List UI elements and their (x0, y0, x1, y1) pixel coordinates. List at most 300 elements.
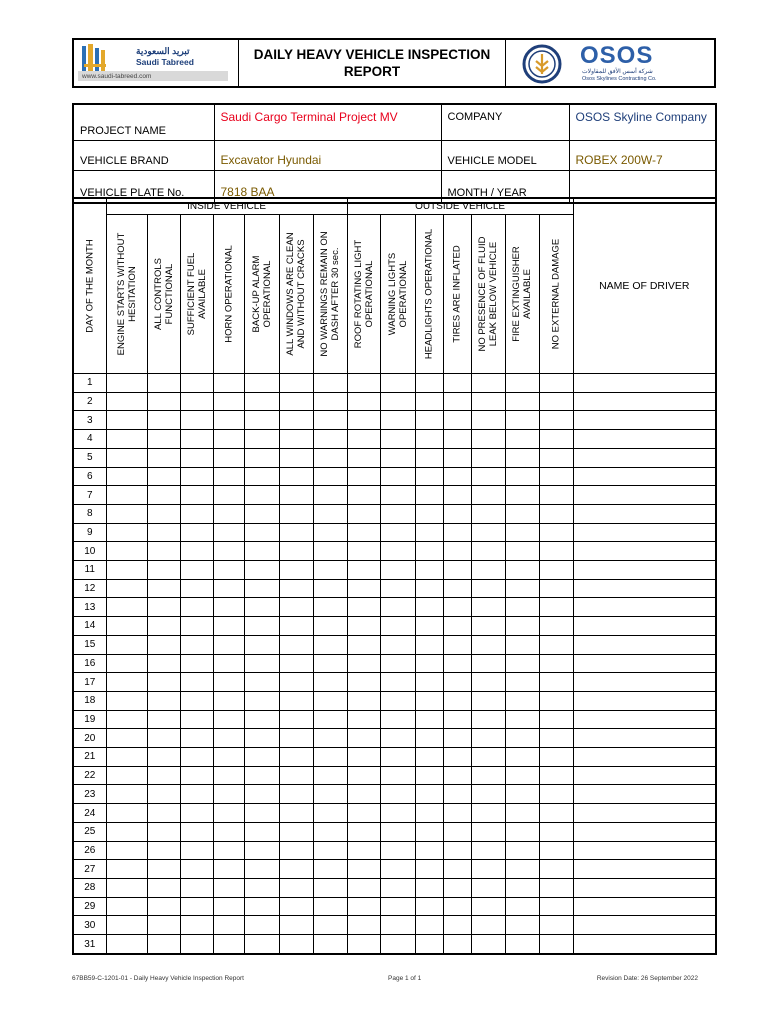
driver-name-cell[interactable] (573, 467, 716, 486)
driver-name-cell[interactable] (573, 673, 716, 692)
driver-name-cell[interactable] (573, 617, 716, 636)
check-cell[interactable] (313, 804, 347, 823)
check-cell[interactable] (505, 673, 539, 692)
driver-name-cell[interactable] (573, 392, 716, 411)
check-cell[interactable] (539, 841, 573, 860)
check-cell[interactable] (213, 504, 244, 523)
check-cell[interactable] (213, 766, 244, 785)
driver-name-cell[interactable] (573, 374, 716, 393)
check-cell[interactable] (180, 504, 213, 523)
check-cell[interactable] (106, 374, 147, 393)
check-cell[interactable] (443, 542, 471, 561)
check-cell[interactable] (180, 860, 213, 879)
check-cell[interactable] (106, 766, 147, 785)
check-cell[interactable] (106, 748, 147, 767)
check-cell[interactable] (415, 878, 443, 897)
check-cell[interactable] (347, 878, 380, 897)
check-cell[interactable] (279, 598, 313, 617)
check-cell[interactable] (180, 691, 213, 710)
check-cell[interactable] (213, 579, 244, 598)
check-cell[interactable] (180, 392, 213, 411)
check-cell[interactable] (213, 635, 244, 654)
check-cell[interactable] (147, 916, 180, 935)
check-cell[interactable] (279, 635, 313, 654)
check-cell[interactable] (279, 878, 313, 897)
check-cell[interactable] (539, 542, 573, 561)
check-cell[interactable] (106, 916, 147, 935)
check-cell[interactable] (313, 691, 347, 710)
check-cell[interactable] (539, 392, 573, 411)
check-cell[interactable] (505, 430, 539, 449)
check-cell[interactable] (180, 841, 213, 860)
check-cell[interactable] (213, 710, 244, 729)
check-cell[interactable] (106, 448, 147, 467)
project-name-value[interactable]: Saudi Cargo Terminal Project MV (214, 104, 441, 141)
check-cell[interactable] (244, 710, 279, 729)
check-cell[interactable] (380, 860, 415, 879)
check-cell[interactable] (380, 748, 415, 767)
check-cell[interactable] (415, 598, 443, 617)
check-cell[interactable] (147, 374, 180, 393)
check-cell[interactable] (380, 542, 415, 561)
driver-name-cell[interactable] (573, 448, 716, 467)
check-cell[interactable] (147, 617, 180, 636)
check-cell[interactable] (443, 486, 471, 505)
check-cell[interactable] (415, 935, 443, 954)
check-cell[interactable] (443, 766, 471, 785)
check-cell[interactable] (471, 673, 505, 692)
check-cell[interactable] (347, 729, 380, 748)
check-cell[interactable] (147, 486, 180, 505)
check-cell[interactable] (244, 467, 279, 486)
check-cell[interactable] (347, 766, 380, 785)
check-cell[interactable] (505, 748, 539, 767)
check-cell[interactable] (244, 916, 279, 935)
check-cell[interactable] (180, 523, 213, 542)
check-cell[interactable] (147, 467, 180, 486)
check-cell[interactable] (539, 654, 573, 673)
check-cell[interactable] (313, 504, 347, 523)
check-cell[interactable] (443, 841, 471, 860)
check-cell[interactable] (106, 598, 147, 617)
check-cell[interactable] (471, 804, 505, 823)
check-cell[interactable] (443, 617, 471, 636)
check-cell[interactable] (443, 897, 471, 916)
check-cell[interactable] (380, 673, 415, 692)
check-cell[interactable] (505, 654, 539, 673)
check-cell[interactable] (380, 897, 415, 916)
check-cell[interactable] (415, 635, 443, 654)
check-cell[interactable] (279, 467, 313, 486)
check-cell[interactable] (347, 710, 380, 729)
check-cell[interactable] (471, 935, 505, 954)
check-cell[interactable] (443, 392, 471, 411)
check-cell[interactable] (279, 710, 313, 729)
check-cell[interactable] (443, 673, 471, 692)
check-cell[interactable] (313, 878, 347, 897)
check-cell[interactable] (244, 878, 279, 897)
check-cell[interactable] (106, 654, 147, 673)
check-cell[interactable] (313, 392, 347, 411)
check-cell[interactable] (147, 860, 180, 879)
check-cell[interactable] (443, 729, 471, 748)
check-cell[interactable] (147, 504, 180, 523)
check-cell[interactable] (380, 486, 415, 505)
check-cell[interactable] (415, 467, 443, 486)
check-cell[interactable] (106, 860, 147, 879)
check-cell[interactable] (279, 860, 313, 879)
check-cell[interactable] (347, 935, 380, 954)
check-cell[interactable] (180, 561, 213, 580)
check-cell[interactable] (347, 561, 380, 580)
check-cell[interactable] (244, 729, 279, 748)
driver-name-cell[interactable] (573, 523, 716, 542)
check-cell[interactable] (347, 430, 380, 449)
check-cell[interactable] (313, 766, 347, 785)
check-cell[interactable] (415, 430, 443, 449)
check-cell[interactable] (244, 935, 279, 954)
check-cell[interactable] (347, 916, 380, 935)
driver-name-cell[interactable] (573, 916, 716, 935)
check-cell[interactable] (313, 897, 347, 916)
company-value[interactable]: OSOS Skyline Company (569, 104, 716, 141)
check-cell[interactable] (347, 392, 380, 411)
check-cell[interactable] (505, 523, 539, 542)
check-cell[interactable] (244, 486, 279, 505)
check-cell[interactable] (213, 523, 244, 542)
check-cell[interactable] (415, 617, 443, 636)
check-cell[interactable] (505, 617, 539, 636)
check-cell[interactable] (180, 766, 213, 785)
check-cell[interactable] (106, 673, 147, 692)
check-cell[interactable] (244, 785, 279, 804)
check-cell[interactable] (106, 841, 147, 860)
check-cell[interactable] (415, 448, 443, 467)
check-cell[interactable] (415, 411, 443, 430)
check-cell[interactable] (415, 523, 443, 542)
check-cell[interactable] (213, 860, 244, 879)
check-cell[interactable] (147, 598, 180, 617)
check-cell[interactable] (539, 729, 573, 748)
vehicle-brand-value[interactable]: Excavator Hyundai (214, 141, 441, 171)
check-cell[interactable] (180, 673, 213, 692)
check-cell[interactable] (415, 860, 443, 879)
check-cell[interactable] (279, 729, 313, 748)
check-cell[interactable] (415, 542, 443, 561)
check-cell[interactable] (147, 411, 180, 430)
check-cell[interactable] (313, 448, 347, 467)
check-cell[interactable] (539, 579, 573, 598)
check-cell[interactable] (471, 635, 505, 654)
check-cell[interactable] (213, 374, 244, 393)
check-cell[interactable] (347, 617, 380, 636)
check-cell[interactable] (213, 935, 244, 954)
check-cell[interactable] (147, 897, 180, 916)
check-cell[interactable] (313, 916, 347, 935)
check-cell[interactable] (279, 411, 313, 430)
check-cell[interactable] (415, 841, 443, 860)
driver-name-cell[interactable] (573, 561, 716, 580)
check-cell[interactable] (415, 804, 443, 823)
check-cell[interactable] (106, 486, 147, 505)
check-cell[interactable] (313, 841, 347, 860)
check-cell[interactable] (443, 411, 471, 430)
check-cell[interactable] (180, 804, 213, 823)
check-cell[interactable] (415, 766, 443, 785)
check-cell[interactable] (244, 561, 279, 580)
check-cell[interactable] (380, 916, 415, 935)
check-cell[interactable] (347, 897, 380, 916)
check-cell[interactable] (471, 766, 505, 785)
check-cell[interactable] (443, 467, 471, 486)
check-cell[interactable] (380, 691, 415, 710)
check-cell[interactable] (147, 804, 180, 823)
check-cell[interactable] (471, 448, 505, 467)
check-cell[interactable] (106, 561, 147, 580)
check-cell[interactable] (347, 691, 380, 710)
check-cell[interactable] (415, 916, 443, 935)
check-cell[interactable] (380, 766, 415, 785)
check-cell[interactable] (347, 598, 380, 617)
check-cell[interactable] (213, 542, 244, 561)
check-cell[interactable] (505, 392, 539, 411)
check-cell[interactable] (106, 878, 147, 897)
check-cell[interactable] (106, 785, 147, 804)
check-cell[interactable] (539, 766, 573, 785)
check-cell[interactable] (279, 579, 313, 598)
check-cell[interactable] (380, 878, 415, 897)
driver-name-cell[interactable] (573, 691, 716, 710)
check-cell[interactable] (347, 542, 380, 561)
driver-name-cell[interactable] (573, 897, 716, 916)
check-cell[interactable] (279, 374, 313, 393)
check-cell[interactable] (380, 635, 415, 654)
check-cell[interactable] (380, 598, 415, 617)
check-cell[interactable] (347, 822, 380, 841)
check-cell[interactable] (347, 841, 380, 860)
check-cell[interactable] (313, 561, 347, 580)
check-cell[interactable] (106, 822, 147, 841)
check-cell[interactable] (380, 710, 415, 729)
check-cell[interactable] (147, 841, 180, 860)
check-cell[interactable] (213, 392, 244, 411)
check-cell[interactable] (347, 467, 380, 486)
check-cell[interactable] (106, 523, 147, 542)
check-cell[interactable] (505, 486, 539, 505)
check-cell[interactable] (213, 411, 244, 430)
check-cell[interactable] (279, 561, 313, 580)
check-cell[interactable] (147, 673, 180, 692)
check-cell[interactable] (244, 448, 279, 467)
check-cell[interactable] (505, 448, 539, 467)
check-cell[interactable] (471, 822, 505, 841)
check-cell[interactable] (347, 785, 380, 804)
check-cell[interactable] (106, 411, 147, 430)
check-cell[interactable] (347, 748, 380, 767)
check-cell[interactable] (380, 822, 415, 841)
check-cell[interactable] (380, 935, 415, 954)
check-cell[interactable] (244, 691, 279, 710)
check-cell[interactable] (106, 617, 147, 636)
check-cell[interactable] (471, 691, 505, 710)
check-cell[interactable] (539, 916, 573, 935)
check-cell[interactable] (443, 504, 471, 523)
check-cell[interactable] (244, 635, 279, 654)
check-cell[interactable] (244, 504, 279, 523)
check-cell[interactable] (279, 673, 313, 692)
check-cell[interactable] (313, 598, 347, 617)
check-cell[interactable] (244, 430, 279, 449)
check-cell[interactable] (244, 542, 279, 561)
check-cell[interactable] (471, 486, 505, 505)
check-cell[interactable] (415, 729, 443, 748)
check-cell[interactable] (539, 448, 573, 467)
check-cell[interactable] (279, 523, 313, 542)
check-cell[interactable] (443, 635, 471, 654)
check-cell[interactable] (505, 804, 539, 823)
check-cell[interactable] (471, 710, 505, 729)
check-cell[interactable] (106, 710, 147, 729)
vehicle-model-value[interactable]: ROBEX 200W-7 (569, 141, 716, 171)
driver-name-cell[interactable] (573, 748, 716, 767)
check-cell[interactable] (313, 673, 347, 692)
check-cell[interactable] (415, 374, 443, 393)
check-cell[interactable] (505, 916, 539, 935)
check-cell[interactable] (443, 598, 471, 617)
driver-name-cell[interactable] (573, 411, 716, 430)
check-cell[interactable] (313, 430, 347, 449)
check-cell[interactable] (180, 635, 213, 654)
check-cell[interactable] (380, 392, 415, 411)
check-cell[interactable] (415, 748, 443, 767)
check-cell[interactable] (505, 766, 539, 785)
check-cell[interactable] (443, 448, 471, 467)
check-cell[interactable] (539, 523, 573, 542)
check-cell[interactable] (505, 561, 539, 580)
check-cell[interactable] (147, 710, 180, 729)
check-cell[interactable] (244, 673, 279, 692)
check-cell[interactable] (539, 411, 573, 430)
check-cell[interactable] (539, 617, 573, 636)
check-cell[interactable] (505, 579, 539, 598)
check-cell[interactable] (180, 617, 213, 636)
check-cell[interactable] (106, 467, 147, 486)
check-cell[interactable] (147, 579, 180, 598)
check-cell[interactable] (147, 561, 180, 580)
check-cell[interactable] (539, 822, 573, 841)
check-cell[interactable] (471, 504, 505, 523)
check-cell[interactable] (505, 635, 539, 654)
check-cell[interactable] (279, 804, 313, 823)
check-cell[interactable] (539, 486, 573, 505)
check-cell[interactable] (180, 598, 213, 617)
check-cell[interactable] (380, 617, 415, 636)
check-cell[interactable] (539, 935, 573, 954)
check-cell[interactable] (539, 598, 573, 617)
check-cell[interactable] (380, 374, 415, 393)
check-cell[interactable] (347, 504, 380, 523)
check-cell[interactable] (213, 617, 244, 636)
check-cell[interactable] (505, 860, 539, 879)
check-cell[interactable] (279, 748, 313, 767)
check-cell[interactable] (180, 374, 213, 393)
check-cell[interactable] (106, 579, 147, 598)
check-cell[interactable] (213, 916, 244, 935)
check-cell[interactable] (505, 504, 539, 523)
check-cell[interactable] (213, 804, 244, 823)
check-cell[interactable] (244, 392, 279, 411)
check-cell[interactable] (106, 691, 147, 710)
check-cell[interactable] (180, 467, 213, 486)
check-cell[interactable] (347, 654, 380, 673)
check-cell[interactable] (505, 598, 539, 617)
check-cell[interactable] (347, 411, 380, 430)
check-cell[interactable] (380, 411, 415, 430)
check-cell[interactable] (539, 710, 573, 729)
check-cell[interactable] (213, 878, 244, 897)
check-cell[interactable] (244, 860, 279, 879)
check-cell[interactable] (279, 392, 313, 411)
check-cell[interactable] (180, 654, 213, 673)
check-cell[interactable] (106, 542, 147, 561)
check-cell[interactable] (415, 504, 443, 523)
check-cell[interactable] (313, 486, 347, 505)
check-cell[interactable] (244, 822, 279, 841)
check-cell[interactable] (443, 561, 471, 580)
check-cell[interactable] (244, 841, 279, 860)
check-cell[interactable] (213, 897, 244, 916)
check-cell[interactable] (539, 897, 573, 916)
check-cell[interactable] (313, 635, 347, 654)
check-cell[interactable] (313, 860, 347, 879)
check-cell[interactable] (505, 691, 539, 710)
check-cell[interactable] (279, 542, 313, 561)
check-cell[interactable] (505, 878, 539, 897)
check-cell[interactable] (443, 785, 471, 804)
check-cell[interactable] (471, 878, 505, 897)
driver-name-cell[interactable] (573, 804, 716, 823)
check-cell[interactable] (471, 579, 505, 598)
check-cell[interactable] (213, 654, 244, 673)
check-cell[interactable] (279, 766, 313, 785)
check-cell[interactable] (380, 448, 415, 467)
check-cell[interactable] (244, 748, 279, 767)
check-cell[interactable] (380, 430, 415, 449)
check-cell[interactable] (380, 579, 415, 598)
check-cell[interactable] (471, 374, 505, 393)
check-cell[interactable] (213, 691, 244, 710)
check-cell[interactable] (313, 822, 347, 841)
check-cell[interactable] (471, 430, 505, 449)
check-cell[interactable] (471, 860, 505, 879)
check-cell[interactable] (313, 542, 347, 561)
check-cell[interactable] (443, 523, 471, 542)
check-cell[interactable] (539, 374, 573, 393)
check-cell[interactable] (471, 897, 505, 916)
check-cell[interactable] (539, 785, 573, 804)
check-cell[interactable] (380, 785, 415, 804)
check-cell[interactable] (443, 430, 471, 449)
check-cell[interactable] (471, 598, 505, 617)
check-cell[interactable] (443, 654, 471, 673)
check-cell[interactable] (244, 766, 279, 785)
check-cell[interactable] (443, 748, 471, 767)
check-cell[interactable] (244, 411, 279, 430)
check-cell[interactable] (347, 486, 380, 505)
check-cell[interactable] (471, 654, 505, 673)
check-cell[interactable] (244, 654, 279, 673)
check-cell[interactable] (244, 523, 279, 542)
